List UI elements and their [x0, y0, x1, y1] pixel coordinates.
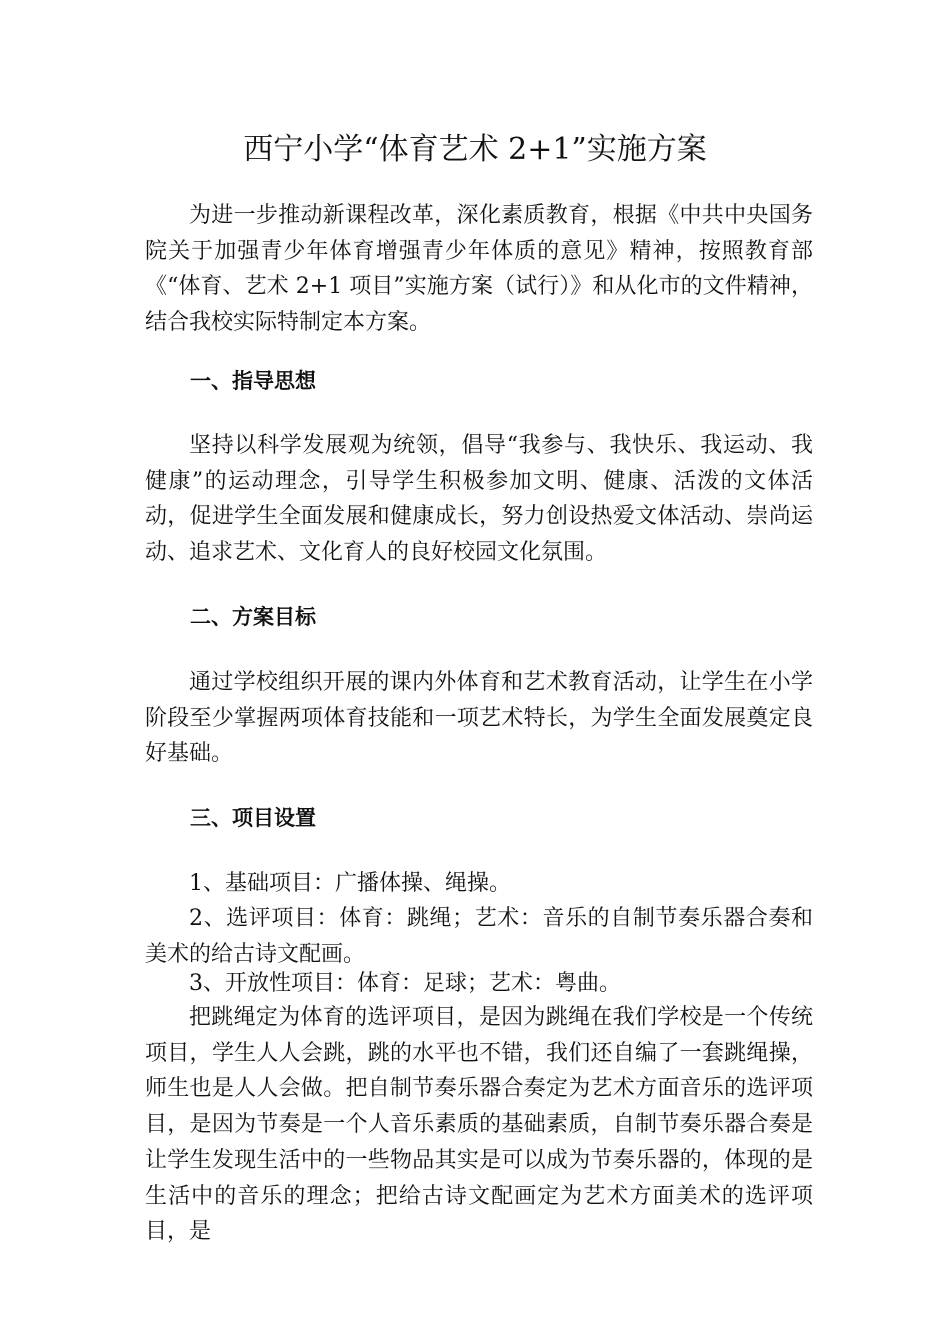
- project-item: 3、开放性项目：体育：足球；艺术：粤曲。: [189, 971, 621, 996]
- section-heading-goals: 二、方案目标: [190, 605, 316, 629]
- project-item: 1、基础项目：广播体操、绳操。: [189, 871, 511, 896]
- section-body-goals: 通过学校组织开展的课内外体育和艺术教育活动，让学生在小学阶段至少掌握两项体育技能和一项艺术特长，为学生全面发展奠定良好基础。: [145, 670, 813, 767]
- section-body-guiding-ideology: 坚持以科学发展观为统领，倡导“我参与、我快乐、我运动、我健康”的运动理念，引导学生积极参加文明、健康、活泼的文体活动，促进学生全面发展和健康成长，努力创设热爱文体活动、崇尚运动、追求艺术、文化育人的良好校园文化氛围。: [145, 433, 813, 566]
- intro-paragraph: 为进一步推动新课程改革，深化素质教育，根据《中共中央国务院关于加强青少年体育增强青少年体质的意见》精神，按照教育部《“体育、艺术 2+1 项目”实施方案（试行）》和从化市的文件精神，结合我校实际特制定本方案。: [145, 203, 813, 336]
- project-item: 2、选评项目：体育：跳绳；艺术：音乐的自制节奏乐器合奏和美术的给古诗文配画。: [145, 906, 813, 967]
- section-heading-projects: 三、项目设置: [190, 806, 316, 830]
- document-title: 西宁小学“体育艺术 2+1”实施方案: [243, 132, 707, 167]
- section-heading-guiding-ideology: 一、指导思想: [190, 369, 316, 393]
- section-body-projects: 把跳绳定为体育的选评项目，是因为跳绳在我们学校是一个传统项目，学生人人会跳，跳的水平也不错，我们还自编了一套跳绳操，师生也是人人会做。把自制节奏乐器合奏定为艺术方面音乐的选评项目，是因为节奏是一个人音乐素质的基础素质，自制节奏乐器合奏是让学生发现生活中的一些物品其实是可以成为节奏乐器的，体现的是生活中的音乐的理念；把给古诗文配画定为艺术方面美术的选评项目，是: [145, 1005, 813, 1245]
